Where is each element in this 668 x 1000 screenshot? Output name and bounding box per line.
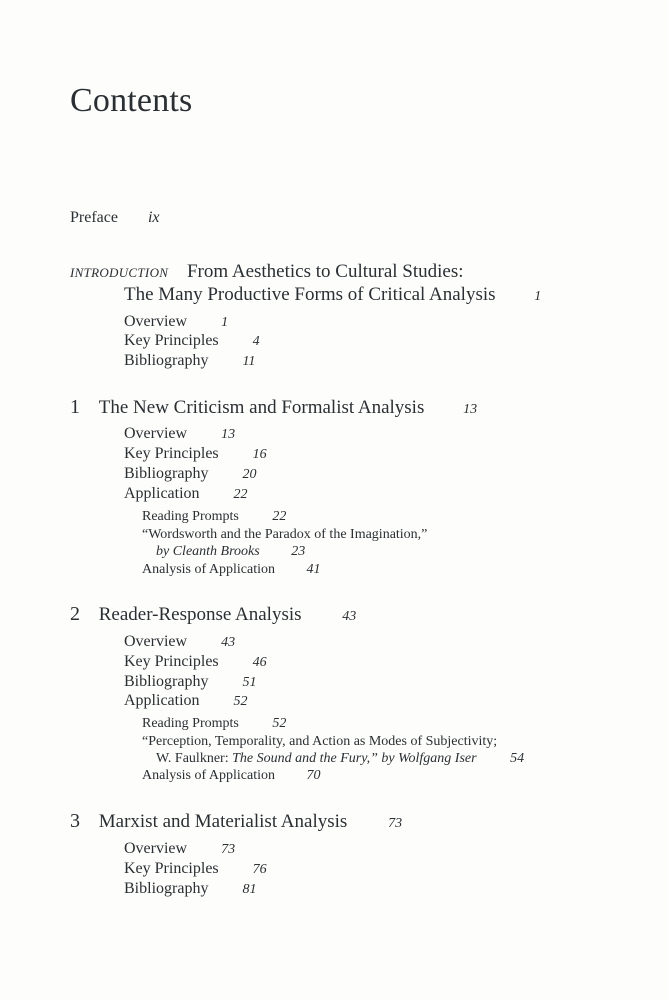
toc-subsubentry[interactable] [156, 544, 305, 560]
page-title: Contents [70, 82, 193, 119]
toc-entry-label: Key Principles [124, 653, 219, 670]
toc-page-number: 46 [252, 655, 267, 670]
toc-entry-label: Reading Prompts [142, 716, 239, 731]
toc-subentry[interactable] [124, 860, 267, 878]
toc-page-number: ix [147, 209, 160, 226]
toc-entry-label: Overview [124, 313, 188, 330]
toc-page-number: 22 [233, 487, 248, 502]
toc-chapter-2[interactable] [70, 603, 356, 626]
toc-page-number: 52 [233, 694, 248, 709]
toc-subsubentry[interactable] [142, 716, 286, 732]
toc-entry-preface[interactable] [70, 209, 160, 227]
toc-page-number: 23 [291, 544, 306, 559]
toc-page-number: 76 [252, 862, 267, 877]
chapter-title: Reader-Response Analysis [98, 604, 302, 625]
toc-page-number: 4 [252, 334, 260, 349]
toc-page-number: 22 [272, 509, 287, 524]
toc-entry-label: Analysis of Application [142, 768, 275, 783]
toc-page-number: 13 [221, 427, 236, 442]
toc-subentry[interactable] [124, 332, 260, 350]
toc-entry-introduction[interactable] [70, 261, 464, 283]
section-title: From Aesthetics to Cultural Studies: [186, 261, 464, 282]
section-label: INTRODUCTION [70, 265, 169, 280]
toc-page-number: 43 [221, 635, 236, 650]
toc-subsubentry[interactable] [142, 768, 321, 784]
toc-entry-label: Key Principles [124, 445, 219, 462]
toc-subsubentry[interactable] [142, 527, 427, 543]
toc-entry-introduction-line2[interactable] [124, 284, 541, 306]
toc-subsubentry[interactable] [142, 509, 286, 525]
toc-page-number: 73 [388, 816, 403, 831]
chapter-number: 2 [70, 603, 80, 625]
toc-page-number: 54 [510, 751, 525, 766]
toc-entry-label: Preface [70, 209, 118, 226]
toc-entry-label: Application [124, 692, 200, 709]
toc-subentry[interactable] [124, 485, 248, 503]
toc-entry-label-italic: The Sound and the Fury,” by Wolfgang Iser [232, 751, 477, 766]
toc-entry-label: Analysis of Application [142, 562, 275, 577]
toc-page-number: 52 [272, 716, 287, 731]
toc-subentry[interactable] [124, 653, 267, 671]
toc-subentry[interactable] [124, 692, 248, 710]
toc-entry-label: W. Faulkner: [156, 751, 233, 766]
toc-subentry[interactable] [124, 840, 235, 858]
toc-entry-label: by Cleanth Brooks [156, 544, 260, 559]
toc-subsubentry[interactable] [142, 562, 321, 578]
toc-subsubentry[interactable] [156, 751, 524, 767]
toc-page-number: 1 [221, 315, 229, 330]
toc-page-number: 1 [534, 289, 542, 304]
toc-page-number: 70 [306, 768, 321, 783]
toc-subentry[interactable] [124, 352, 255, 370]
toc-entry-label: Bibliography [124, 352, 209, 369]
toc-chapter-3[interactable] [70, 810, 402, 833]
toc-subentry[interactable] [124, 880, 256, 898]
toc-page-number: 11 [242, 354, 256, 369]
toc-subentry[interactable] [124, 633, 235, 651]
toc-subentry[interactable] [124, 673, 256, 691]
toc-subentry[interactable] [124, 465, 256, 483]
section-title: The Many Productive Forms of Critical Analysis [124, 284, 496, 305]
chapter-title: The New Criticism and Formalist Analysis [98, 397, 425, 418]
toc-entry-label: Bibliography [124, 880, 209, 897]
toc-page-number: 16 [252, 447, 267, 462]
toc-page-number: 51 [242, 675, 257, 690]
toc-page-number: 20 [242, 467, 257, 482]
chapter-title: Marxist and Materialist Analysis [98, 811, 348, 832]
toc-entry-label: Bibliography [124, 465, 209, 482]
toc-page-number: 41 [306, 562, 321, 577]
toc-entry-label: Overview [124, 633, 188, 650]
toc-entry-label: “Wordsworth and the Paradox of the Imagination,” [142, 527, 428, 542]
toc-entry-label: Application [124, 485, 200, 502]
chapter-number: 1 [70, 396, 80, 418]
toc-entry-label: “Perception, Temporality, and Action as Modes of Subjectivity; [142, 734, 498, 749]
chapter-number: 3 [70, 810, 80, 832]
toc-entry-label: Key Principles [124, 332, 219, 349]
toc-subsubentry[interactable] [142, 734, 497, 750]
toc-page-number: 81 [242, 882, 257, 897]
toc-page-number: 73 [221, 842, 236, 857]
toc-entry-label: Bibliography [124, 673, 209, 690]
toc-entry-label: Overview [124, 840, 188, 857]
toc-page-number: 13 [463, 402, 478, 417]
toc-subentry[interactable] [124, 425, 235, 443]
toc-subentry[interactable] [124, 445, 267, 463]
toc-entry-label: Reading Prompts [142, 509, 239, 524]
toc-entry-label: Overview [124, 425, 188, 442]
toc-page-number: 43 [342, 609, 357, 624]
toc-chapter-1[interactable] [70, 396, 477, 419]
toc-subentry[interactable] [124, 313, 228, 331]
toc-entry-label: Key Principles [124, 860, 219, 877]
